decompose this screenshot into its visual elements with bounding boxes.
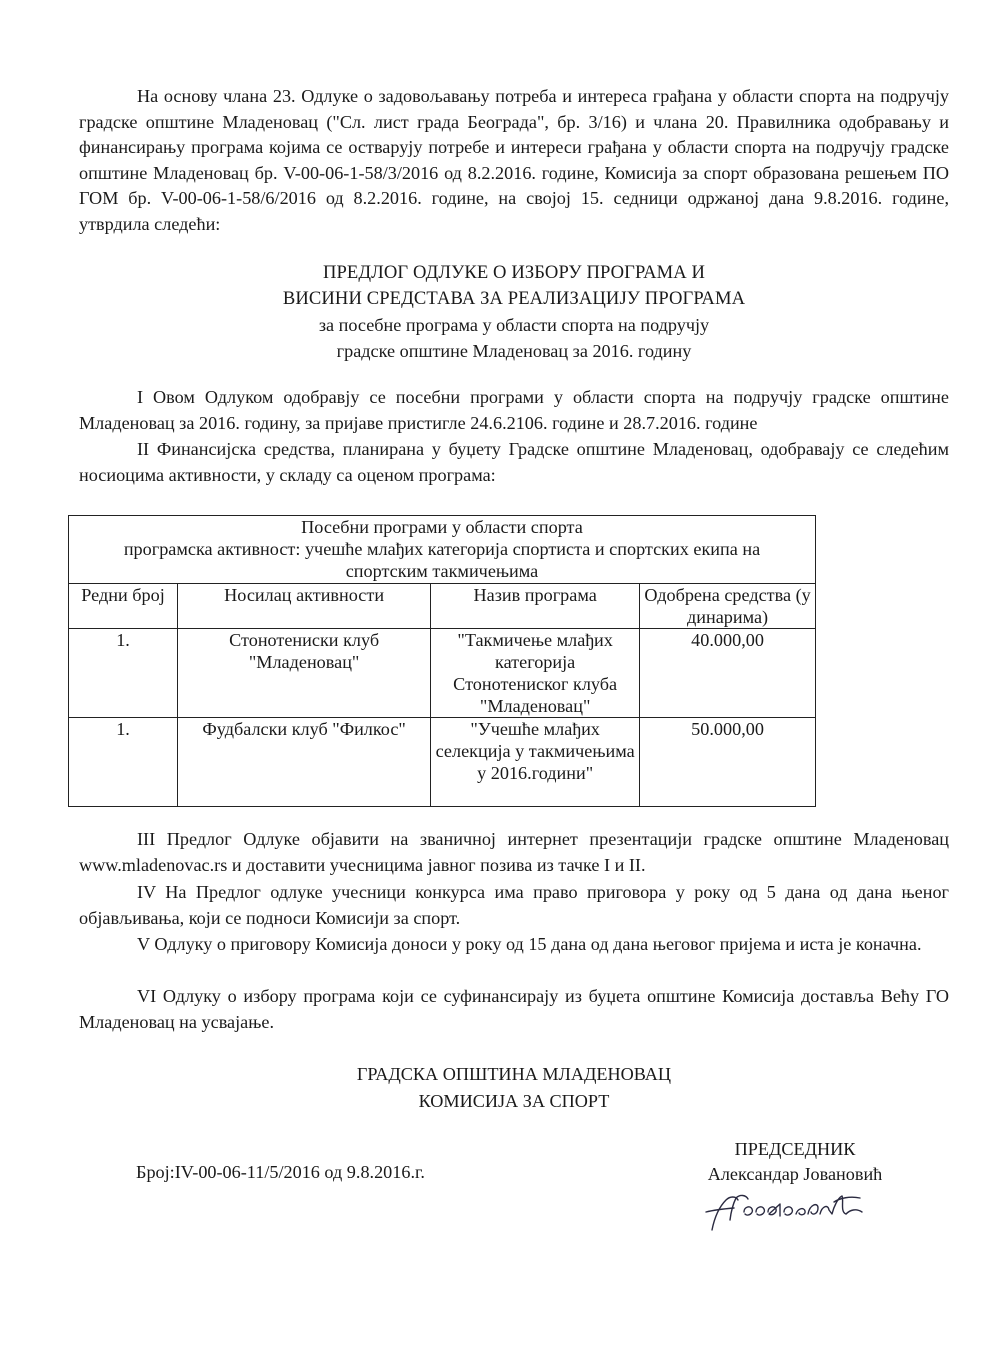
section-i-paragraph: I Овом Одлуком одобравју се посебни програми у области спорта на подручју градске општине Младеновац за 2016. годину, за пријаве пристигле 24.6.2106. године и 28.7.2016. године: [79, 387, 949, 433]
title-line-3: за посебне програма у области спорта на подручју: [318, 315, 710, 335]
title-line-2: ВИСИНИ СРЕДСТАВА ЗА РЕАЛИЗАЦИЈУ ПРОГРАМА: [282, 288, 746, 309]
section-v-paragraph: V Одлуку о приговору Комисија доноси у року од 15 дана од дана његовог пријема и иста је коначна.: [137, 934, 922, 954]
section-vi-paragraph: VI Одлуку о избору програма који се суфинансирају из буџета општине Комисија доставља Већу ГО Младеновац на усвајање.: [79, 986, 949, 1032]
section-iv-paragraph: IV На Предлог одлуке учесници конкурса има право приговора у року од 5 дана од дана њеног објављивања, који се подноси Комисији за спорт.: [79, 882, 949, 928]
section-iii-paragraph: III Предлог Одлуке објавити на званичној интернет презентацији градске општине Младеновац www.mladenovac.rs и доставити учесницима јавног позива из тачке I и II.: [79, 829, 949, 875]
issuing-body: [79, 1061, 949, 1115]
chairman-name: Александар Јовановић: [707, 1164, 883, 1184]
row-ordinal: 1.: [69, 629, 178, 718]
intro-paragraph: На основу члана 23. Одлуке о задовољавању потреба и интереса грађана у области спорта на подручју градске општине Младеновац ("Сл. лист града Београда", бр. 3/16) и члана 20. Правилника одобравању и финансирању програма којима се остварују потребе и интереси грађана у области спорта на подручју градске општине Младеновац бр. V-00-06-1-58/3/2016 од 8.2.2016. године, Комисија за спорт образована решењем ПО ГОМ бр. V-00-06-1-58/6/2016 од 8.2.2016. године, на својој 15. седници одржаној дана 9.8.2016. године, утврдила следећи:: [79, 86, 949, 234]
committee-name: КОМИСИЈА ЗА СПОРТ: [418, 1091, 610, 1111]
document-number: Број:IV-00-06-11/5/2016 од 9.8.2016.г.: [136, 1162, 425, 1182]
row-amount: 40.000,00: [640, 629, 816, 718]
title-line-4: градске општине Младеновац за 2016. годину: [336, 341, 692, 361]
row-holder: Фудбалски клуб "Филкос": [178, 718, 431, 807]
table-caption-row: [69, 516, 816, 584]
table-caption-line-3: спортским такмичењима: [345, 561, 539, 581]
table-caption: [69, 516, 816, 584]
chairman-block: [700, 1137, 890, 1187]
row-program: "Учешће млађих селекција у такмичењима у 2016.години": [431, 718, 640, 807]
chairman-title: ПРЕДСЕДНИК: [734, 1139, 856, 1159]
table-caption-line-1: Посебни програми у области спорта: [301, 517, 583, 537]
header-holder: Носилац активности: [178, 584, 431, 629]
row-ordinal: 1.: [69, 718, 178, 807]
row-amount: 50.000,00: [640, 718, 816, 807]
header-amount: Одобрена средства (у динарима): [640, 584, 816, 629]
handwritten-signature: [700, 1190, 885, 1235]
header-ordinal: Редни број: [69, 584, 178, 629]
decision-title: [79, 260, 949, 364]
row-holder: Стонотениски клуб "Младеновац": [178, 629, 431, 718]
header-program: Назив програма: [431, 584, 640, 629]
org-name: ГРАДСКА ОПШТИНА МЛАДЕНОВАЦ: [356, 1064, 672, 1084]
row-program: "Такмичење млађих категорија Стонотениског клуба "Младеновац": [431, 629, 640, 718]
programs-table: [68, 515, 816, 807]
table-header-row: [69, 584, 816, 629]
table-row: [69, 629, 816, 718]
table-row: [69, 718, 816, 807]
table-caption-line-2: програмска активност: учешће млађих категорија спортиста и спортских екипа на: [123, 539, 761, 559]
section-ii-paragraph: II Финансијска средства, планирана у буџету Градске општине Младеновац, одобравају се следећим носиоцима активности, у складу са оценом програма:: [79, 439, 949, 485]
signature-strokes: [706, 1195, 862, 1230]
title-line-1: ПРЕДЛОГ ОДЛУКЕ О ИЗБОРУ ПРОГРАМА И: [322, 262, 706, 283]
